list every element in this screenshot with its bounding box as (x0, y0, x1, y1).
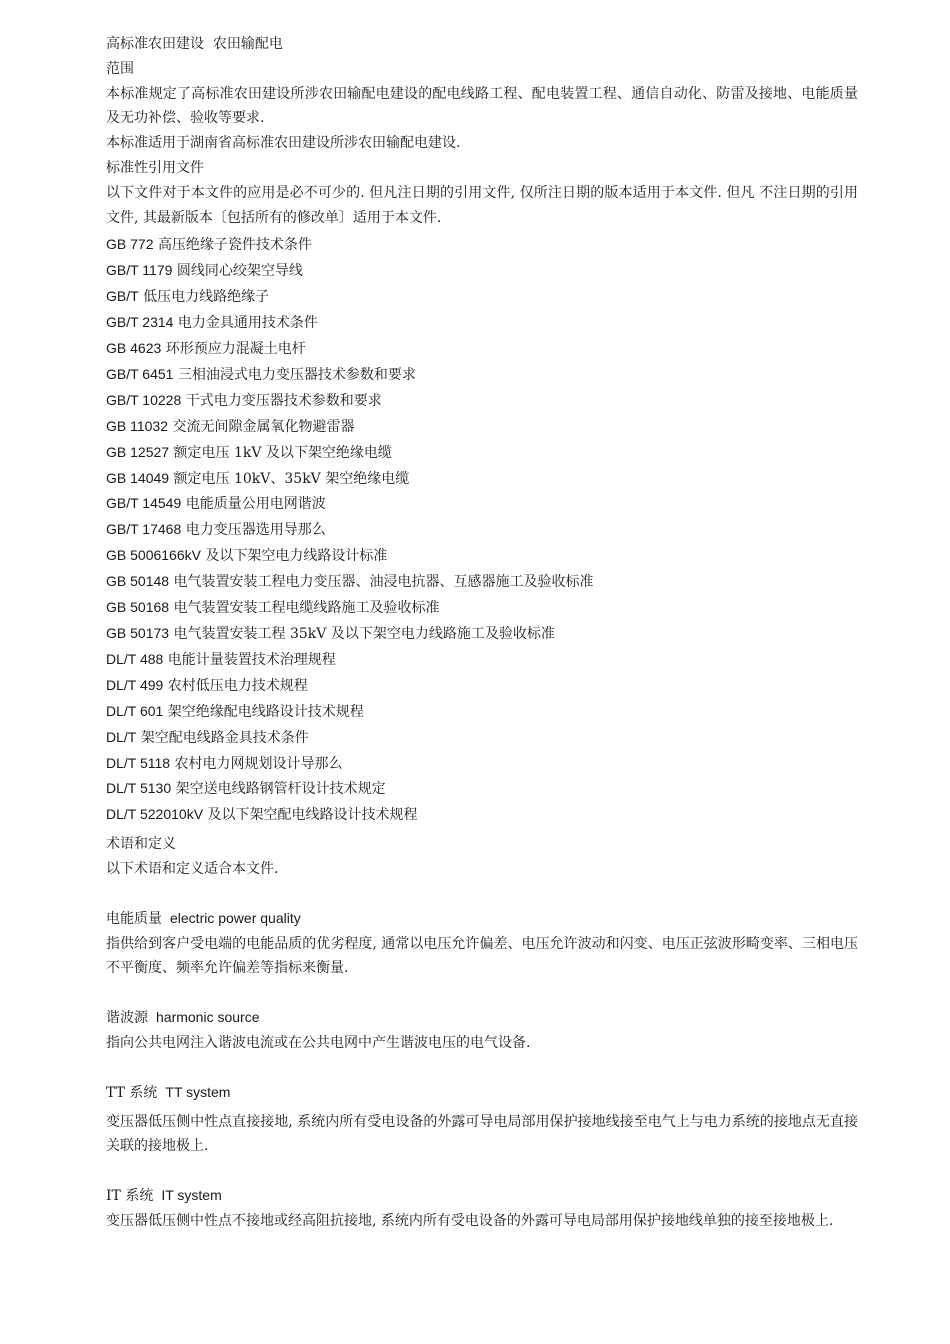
term-title (106, 1183, 858, 1209)
term-entry (106, 906, 858, 981)
reference-title: 及以下架空配电线路设计技术规程 (207, 807, 418, 824)
reference-item (106, 569, 858, 595)
term-entry (106, 1005, 858, 1056)
title-main: 高标准农田建设 (106, 36, 204, 52)
reference-code: GB 12527 (106, 443, 170, 460)
reference-item (106, 621, 858, 647)
reference-title: 架空绝缘配电线路设计技术规程 (167, 703, 364, 720)
reference-code: GB 11032 (106, 417, 169, 434)
reference-title: 额定电压 1kV 及以下架空绝缘电缆 (173, 444, 392, 461)
reference-title: 三相油浸式电力变压器技术参数和要求 (177, 366, 416, 383)
reference-title: 圆线同心绞架空导线 (176, 263, 303, 280)
scope-heading: 范围 (106, 60, 134, 77)
scope-applicability: 本标准适用于湖南省高标准农田建设所涉农田输配电建设. (106, 135, 461, 152)
normative-intro: 以下文件对于本文件的应用是必不可少的. 但凡注日期的引用文件, 仅所注日期的版本适用于本文件. 但凡 不注日期的引用文件, 其最新版本〔包括所有的修改单〕适用于本文件. (106, 184, 858, 226)
term-title (106, 1080, 858, 1106)
reference-code: DL/T 488 (106, 650, 164, 667)
reference-code: GB 14049 (106, 469, 170, 486)
term-en: TT system (165, 1083, 231, 1100)
reference-item (106, 725, 858, 751)
term-zh: 电能质量 (106, 910, 162, 927)
reference-item (106, 647, 858, 673)
reference-code: GB 50148 (106, 573, 170, 590)
reference-title: 环形预应力混凝土电杆 (165, 341, 306, 357)
reference-code: GB/T 1179 (106, 262, 173, 279)
reference-code: GB/T 17468 (106, 521, 182, 538)
reference-item (106, 466, 858, 492)
reference-item (106, 388, 858, 414)
reference-title: 农村电力网规划设计导那么 (174, 755, 343, 772)
normative-heading: 标准性引用文件 (106, 159, 204, 176)
reference-item (106, 543, 858, 569)
term-definition: 变压器低压侧中性点直接接地, 系统内所有受电设备的外露可导电局部用保护接地线接至电气上与电力系统的接地点无直接关联的接地极上. (106, 1113, 858, 1155)
reference-code: DL/T (106, 728, 137, 745)
reference-item (106, 232, 858, 258)
term-zh: TT 系统 (106, 1084, 158, 1101)
reference-title: 额定电压 10kV、35kV 架空绝缘电缆 (173, 470, 410, 487)
reference-code: GB 772 (106, 236, 154, 253)
reference-code: GB/T 2314 (106, 314, 174, 331)
reference-item (106, 751, 858, 777)
reference-code: GB/T (106, 288, 139, 305)
reference-item (106, 258, 858, 284)
reference-code: DL/T 522010kV (106, 806, 204, 823)
term-entry (106, 1080, 858, 1159)
reference-code: DL/T 601 (106, 702, 164, 719)
reference-code: GB 4623 (106, 340, 162, 356)
reference-item (106, 673, 858, 699)
reference-title: 电力变压器选用导那么 (185, 522, 326, 539)
reference-code: GB 50168 (106, 599, 170, 616)
reference-list (106, 232, 858, 828)
reference-item (106, 802, 858, 828)
document-page (106, 32, 858, 1234)
reference-code: DL/T 5130 (106, 780, 172, 797)
term-zh: IT 系统 (106, 1188, 154, 1205)
reference-code: GB/T 14549 (106, 495, 182, 512)
term-definition: 指供给到客户受电端的电能品质的优劣程度, 通常以电压允许偏差、电压允许波动和闪变、电压正弦波形畸变率、三相电压不平衡度、频率允许偏差等指标来衡量. (106, 935, 858, 977)
scope-paragraph: 本标准规定了高标准农田建设所涉农田输配电建设的配电线路工程、配电装置工程、通信自动化、防雷及接地、电能质量及无功补偿、验收等要求. (106, 85, 858, 127)
reference-title: 干式电力变压器技术参数和要求 (185, 392, 382, 409)
term-title (106, 1005, 858, 1031)
reference-item (106, 336, 858, 362)
reference-item (106, 699, 858, 725)
reference-item (106, 517, 858, 543)
reference-item (106, 595, 858, 621)
reference-item (106, 284, 858, 310)
term-entry (106, 1183, 858, 1234)
term-definition: 变压器低压侧中性点不接地或经高阻抗接地, 系统内所有受电设备的外露可导电局部用保护接地线单独的接至接地极上. (106, 1212, 834, 1229)
reference-title: 电气装置安装工程电缆线路施工及验收标准 (173, 600, 440, 617)
reference-title: 高压绝缘子瓷件技术条件 (157, 237, 312, 254)
reference-title: 及以下架空电力线路设计标准 (205, 548, 388, 565)
term-en: harmonic source (156, 1009, 260, 1026)
reference-item (106, 440, 858, 466)
reference-title: 架空配电线路金具技术条件 (140, 729, 309, 746)
reference-title: 低压电力线路绝缘子 (143, 289, 270, 306)
title-sub: 农田输配电 (212, 36, 283, 52)
reference-title: 电能质量公用电网谐波 (185, 496, 326, 513)
reference-title: 架空送电线路钢管杆设计技术规定 (175, 781, 386, 798)
reference-title: 电气装置安装工程电力变压器、油浸电抗器、互感器施工及验收标准 (173, 574, 594, 591)
term-en: IT system (161, 1187, 222, 1204)
reference-item (106, 491, 858, 517)
term-zh: 谐波源 (106, 1010, 148, 1027)
reference-code: GB/T 6451 (106, 365, 174, 382)
reference-title: 电能计量装置技术治理规程 (167, 651, 336, 668)
reference-code: GB 50173 (106, 624, 170, 641)
term-en: electric power quality (170, 909, 301, 926)
reference-item (106, 362, 858, 388)
reference-item (106, 776, 858, 802)
reference-item (106, 414, 858, 440)
reference-code: GB/T 10228 (106, 391, 182, 408)
reference-code: DL/T 499 (106, 676, 164, 693)
reference-title: 电气装置安装工程 35kV 及以下架空电力线路施工及验收标准 (173, 625, 555, 642)
reference-title: 交流无间隙金属氧化物避雷器 (172, 418, 355, 435)
reference-title: 电力金具通用技术条件 (177, 315, 318, 332)
terms-heading: 术语和定义 (106, 836, 176, 853)
term-title (106, 906, 858, 932)
document-title (106, 32, 858, 57)
reference-item (106, 310, 858, 336)
reference-code: GB 5006166kV (106, 547, 201, 564)
term-definition: 指向公共电网注入谐波电流或在公共电网中产生谐波电压的电气设备. (106, 1035, 531, 1051)
reference-title: 农村低压电力技术规程 (167, 677, 308, 694)
reference-code: DL/T 5118 (106, 754, 171, 771)
terms-intro: 以下术语和定义适合本文件. (106, 861, 279, 878)
